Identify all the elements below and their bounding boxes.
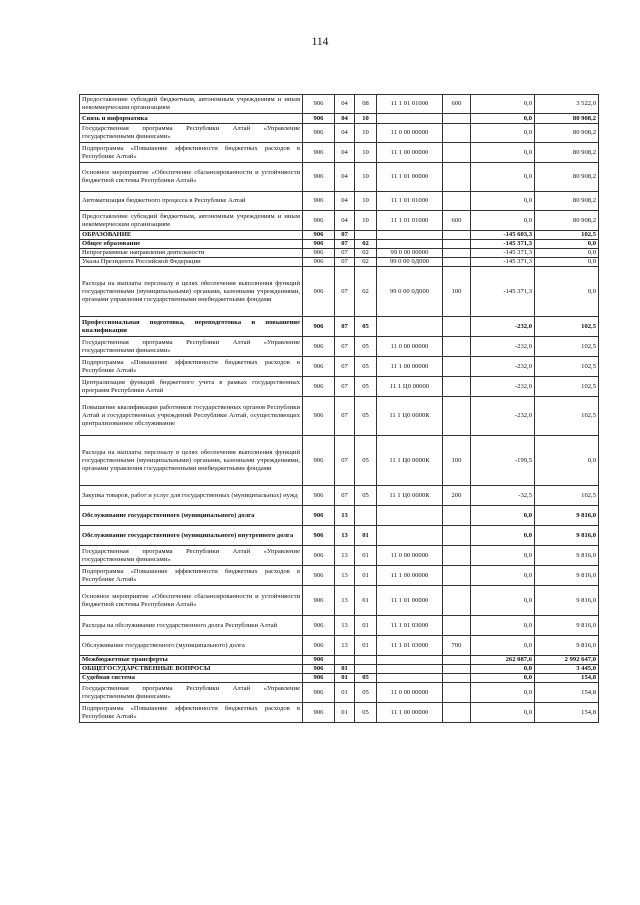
row-name: Основное мероприятие «Обеспечение сбалансированности и устойчивости бюджетной системы Республики Алтай»: [80, 586, 303, 616]
row-section: 04: [335, 124, 355, 143]
row-name: Расходы на выплаты персоналу в целях обеспечения выполнения функций государственными (муниципальными) органами, казенными учреждениями, органами управления государственными внебюджетными фондами: [80, 267, 303, 317]
row-target-article: 11 1 Ц0 0000К: [377, 397, 443, 436]
row-expense-type: [443, 674, 471, 683]
table-row: [80, 665, 599, 674]
row-subsection: 05: [355, 683, 377, 703]
row-target-article: [377, 526, 443, 546]
row-name: ОБРАЗОВАНИЕ: [80, 231, 303, 240]
row-amount-change: 0,0: [471, 636, 535, 656]
row-name: Обслуживание государственного (муниципального) долга: [80, 636, 303, 656]
row-subsection: 08: [355, 95, 377, 114]
row-amount-change: 262 087,6: [471, 656, 535, 665]
row-grbs: 906: [303, 377, 335, 397]
row-grbs: 906: [303, 566, 335, 586]
row-name: Расходы на обслуживание государственного долга Республики Алтай: [80, 616, 303, 636]
row-target-article: 99 0 00 0Д000: [377, 258, 443, 267]
table-row: [80, 357, 599, 377]
row-amount-change: 0,0: [471, 665, 535, 674]
row-grbs: 906: [303, 616, 335, 636]
row-target-article: [377, 656, 443, 665]
table-row: [80, 95, 599, 114]
row-amount-total: 80 908,2: [535, 143, 599, 163]
table-row: [80, 258, 599, 267]
row-name: Подпрограмма «Повышение эффективности бюджетных расходов в Республике Алтай»: [80, 143, 303, 163]
row-section: 04: [335, 143, 355, 163]
row-expense-type: 600: [443, 95, 471, 114]
row-amount-change: 0,0: [471, 586, 535, 616]
row-subsection: 10: [355, 114, 377, 124]
table-row: [80, 231, 599, 240]
table-row: [80, 114, 599, 124]
row-section: 07: [335, 436, 355, 486]
row-name: Предоставление субсидий бюджетным, автономным учреждениям и иным некоммерческим организациям: [80, 211, 303, 231]
row-grbs: 906: [303, 656, 335, 665]
row-amount-total: 2 992 647,0: [535, 656, 599, 665]
row-expense-type: [443, 337, 471, 357]
row-grbs: 906: [303, 683, 335, 703]
row-subsection: 02: [355, 258, 377, 267]
row-expense-type: 100: [443, 267, 471, 317]
row-expense-type: 100: [443, 436, 471, 486]
row-target-article: 11 1 01 00000: [377, 586, 443, 616]
row-amount-total: 154,8: [535, 683, 599, 703]
row-amount-total: 80 908,2: [535, 211, 599, 231]
row-amount-change: 0,0: [471, 566, 535, 586]
row-amount-total: 102,5: [535, 231, 599, 240]
row-expense-type: [443, 566, 471, 586]
row-expense-type: [443, 143, 471, 163]
row-name: Автоматизация бюджетного процесса в Республике Алтай: [80, 192, 303, 211]
row-subsection: 05: [355, 486, 377, 506]
row-amount-total: 102,5: [535, 357, 599, 377]
table-row: [80, 397, 599, 436]
row-expense-type: [443, 377, 471, 397]
table-row: [80, 143, 599, 163]
table-row: [80, 674, 599, 683]
row-amount-change: -232,0: [471, 377, 535, 397]
row-amount-total: 0,0: [535, 258, 599, 267]
row-amount-change: -145 371,3: [471, 240, 535, 249]
row-target-article: 11 0 00 00000: [377, 683, 443, 703]
row-amount-change: 0,0: [471, 143, 535, 163]
table-row: [80, 703, 599, 723]
row-expense-type: [443, 124, 471, 143]
row-subsection: 05: [355, 317, 377, 337]
row-expense-type: [443, 357, 471, 377]
table-row: [80, 506, 599, 526]
row-amount-total: 9 816,0: [535, 566, 599, 586]
row-expense-type: [443, 163, 471, 192]
row-grbs: 906: [303, 636, 335, 656]
row-grbs: 906: [303, 546, 335, 566]
row-target-article: [377, 665, 443, 674]
row-amount-change: 0,0: [471, 506, 535, 526]
row-amount-total: 80 908,2: [535, 163, 599, 192]
row-grbs: 906: [303, 337, 335, 357]
row-target-article: 11 1 01 01000: [377, 95, 443, 114]
row-grbs: 906: [303, 397, 335, 436]
table-row: [80, 546, 599, 566]
row-amount-total: 0,0: [535, 436, 599, 486]
row-subsection: 01: [355, 566, 377, 586]
table-row: [80, 267, 599, 317]
row-amount-total: 102,5: [535, 377, 599, 397]
table-row: [80, 317, 599, 337]
row-subsection: 05: [355, 397, 377, 436]
row-expense-type: [443, 546, 471, 566]
row-amount-change: -145 603,3: [471, 231, 535, 240]
row-target-article: [377, 506, 443, 526]
row-grbs: 906: [303, 436, 335, 486]
row-section: 07: [335, 397, 355, 436]
row-subsection: 01: [355, 616, 377, 636]
row-grbs: 906: [303, 249, 335, 258]
row-subsection: 01: [355, 526, 377, 546]
row-grbs: 906: [303, 486, 335, 506]
page-number: 114: [311, 36, 329, 48]
row-name: Судебная система: [80, 674, 303, 683]
row-target-article: [377, 317, 443, 337]
row-grbs: 906: [303, 143, 335, 163]
row-amount-total: 154,8: [535, 703, 599, 723]
row-name: Закупка товаров, работ и услуг для государственных (муниципальных) нужд: [80, 486, 303, 506]
row-section: 07: [335, 357, 355, 377]
row-expense-type: [443, 616, 471, 636]
row-subsection: 01: [355, 586, 377, 616]
row-subsection: 02: [355, 267, 377, 317]
row-expense-type: [443, 703, 471, 723]
row-name: Межбюджетные трансферты: [80, 656, 303, 665]
row-name: Обслуживание государственного (муниципального) долга: [80, 506, 303, 526]
row-amount-change: -199,5: [471, 436, 535, 486]
row-grbs: 906: [303, 258, 335, 267]
row-expense-type: [443, 114, 471, 124]
row-grbs: 906: [303, 240, 335, 249]
row-name: Подпрограмма «Повышение эффективности бюджетных расходов в Республике Алтай»: [80, 357, 303, 377]
row-section: 07: [335, 258, 355, 267]
row-amount-total: 102,5: [535, 337, 599, 357]
table-row: [80, 656, 599, 665]
table-row: [80, 124, 599, 143]
row-section: 13: [335, 526, 355, 546]
row-section: 13: [335, 586, 355, 616]
row-section: 07: [335, 337, 355, 357]
row-section: 13: [335, 636, 355, 656]
row-amount-total: 9 816,0: [535, 506, 599, 526]
row-section: 01: [335, 665, 355, 674]
row-target-article: 11 1 01 00000: [377, 163, 443, 192]
row-expense-type: 200: [443, 486, 471, 506]
row-amount-change: 0,0: [471, 114, 535, 124]
row-grbs: 906: [303, 586, 335, 616]
table-row: [80, 163, 599, 192]
row-section: 13: [335, 546, 355, 566]
row-section: 01: [335, 683, 355, 703]
row-grbs: 906: [303, 211, 335, 231]
row-amount-total: 3 445,0: [535, 665, 599, 674]
row-target-article: 11 0 00 00000: [377, 337, 443, 357]
row-target-article: 11 1 01 01000: [377, 211, 443, 231]
row-name: Централизация функций бюджетного учета в рамках государственных программ Республики Алтай: [80, 377, 303, 397]
row-amount-change: -145 371,3: [471, 258, 535, 267]
row-amount-change: -232,0: [471, 317, 535, 337]
row-subsection: 01: [355, 636, 377, 656]
row-section: 07: [335, 317, 355, 337]
row-grbs: 906: [303, 192, 335, 211]
table-row: [80, 566, 599, 586]
row-name: Государственная программа Республики Алтай «Управление государственными финансами»: [80, 337, 303, 357]
row-amount-change: -145 371,3: [471, 249, 535, 258]
row-subsection: 10: [355, 143, 377, 163]
row-name: Обслуживание государственного (муниципального) внутреннего долга: [80, 526, 303, 546]
row-target-article: 11 1 00 00000: [377, 143, 443, 163]
table-row: [80, 249, 599, 258]
row-target-article: [377, 674, 443, 683]
row-expense-type: [443, 317, 471, 337]
row-subsection: 10: [355, 192, 377, 211]
row-expense-type: [443, 397, 471, 436]
row-subsection: 05: [355, 674, 377, 683]
row-name: Общее образование: [80, 240, 303, 249]
row-amount-change: 0,0: [471, 192, 535, 211]
table-row: [80, 616, 599, 636]
row-name: Государственная программа Республики Алтай «Управление государственными финансами»: [80, 124, 303, 143]
row-section: 04: [335, 163, 355, 192]
row-target-article: 11 1 Ц0 0000К: [377, 436, 443, 486]
row-name: Подпрограмма «Повышение эффективности бюджетных расходов в Республике Алтай»: [80, 703, 303, 723]
row-amount-change: 0,0: [471, 616, 535, 636]
row-subsection: [355, 656, 377, 665]
table-row: [80, 683, 599, 703]
row-amount-total: 80 908,2: [535, 124, 599, 143]
row-subsection: 02: [355, 249, 377, 258]
row-amount-change: 0,0: [471, 163, 535, 192]
row-section: 01: [335, 674, 355, 683]
row-amount-change: -232,0: [471, 397, 535, 436]
row-target-article: [377, 231, 443, 240]
row-target-article: 99 0 00 0Д000: [377, 267, 443, 317]
row-target-article: [377, 240, 443, 249]
row-amount-total: 0,0: [535, 240, 599, 249]
row-subsection: 10: [355, 124, 377, 143]
row-section: 07: [335, 240, 355, 249]
row-target-article: 11 0 00 00000: [377, 124, 443, 143]
row-subsection: 10: [355, 163, 377, 192]
table-body: [80, 95, 599, 723]
row-subsection: 05: [355, 337, 377, 357]
row-section: 04: [335, 192, 355, 211]
row-target-article: 11 1 00 00000: [377, 357, 443, 377]
row-amount-total: 0,0: [535, 249, 599, 258]
row-amount-total: 102,5: [535, 397, 599, 436]
row-name: Связь и информатика: [80, 114, 303, 124]
row-amount-change: -232,0: [471, 357, 535, 377]
row-subsection: 05: [355, 436, 377, 486]
row-target-article: 11 0 00 00000: [377, 546, 443, 566]
row-section: 07: [335, 486, 355, 506]
table-row: [80, 586, 599, 616]
row-section: 07: [335, 249, 355, 258]
row-amount-change: 0,0: [471, 124, 535, 143]
row-target-article: 11 1 01 01000: [377, 192, 443, 211]
row-grbs: 906: [303, 526, 335, 546]
row-subsection: 01: [355, 546, 377, 566]
row-grbs: 906: [303, 674, 335, 683]
row-expense-type: [443, 586, 471, 616]
row-section: 04: [335, 95, 355, 114]
row-name: Указы Президента Российской Федерации: [80, 258, 303, 267]
table-row: [80, 526, 599, 546]
row-grbs: 906: [303, 703, 335, 723]
budget-table: [79, 94, 599, 723]
row-expense-type: [443, 665, 471, 674]
row-name: Подпрограмма «Повышение эффективности бюджетных расходов в Республике Алтай»: [80, 566, 303, 586]
row-grbs: 906: [303, 267, 335, 317]
row-grbs: 906: [303, 95, 335, 114]
row-amount-change: 0,0: [471, 703, 535, 723]
row-section: 01: [335, 703, 355, 723]
row-grbs: 906: [303, 506, 335, 526]
row-name: Расходы на выплаты персоналу в целях обеспечения выполнения функций государственными (муниципальными) органами, казенными учреждениями, органами управления государственными внебюджетными фондами: [80, 436, 303, 486]
row-target-article: [377, 114, 443, 124]
row-name: Непрограммные направления деятельности: [80, 249, 303, 258]
row-subsection: [355, 506, 377, 526]
row-amount-total: 80 908,2: [535, 114, 599, 124]
table-row: [80, 240, 599, 249]
row-section: 07: [335, 377, 355, 397]
row-name: Государственная программа Республики Алтай «Управление государственными финансами»: [80, 683, 303, 703]
row-name: ОБЩЕГОСУДАРСТВЕННЫЕ ВОПРОСЫ: [80, 665, 303, 674]
row-section: 07: [335, 231, 355, 240]
row-amount-total: 3 522,0: [535, 95, 599, 114]
row-amount-change: -145 371,3: [471, 267, 535, 317]
row-amount-change: 0,0: [471, 211, 535, 231]
row-amount-change: -32,5: [471, 486, 535, 506]
row-amount-total: 9 816,0: [535, 546, 599, 566]
row-expense-type: [443, 683, 471, 703]
row-expense-type: [443, 192, 471, 211]
row-amount-change: 0,0: [471, 526, 535, 546]
row-amount-total: 102,5: [535, 486, 599, 506]
row-amount-total: 154,8: [535, 674, 599, 683]
row-subsection: 05: [355, 357, 377, 377]
row-amount-change: -232,0: [471, 337, 535, 357]
row-expense-type: [443, 656, 471, 665]
row-grbs: 906: [303, 665, 335, 674]
row-section: 04: [335, 114, 355, 124]
row-section: 13: [335, 566, 355, 586]
row-subsection: 02: [355, 240, 377, 249]
row-expense-type: 700: [443, 636, 471, 656]
row-grbs: 906: [303, 114, 335, 124]
table-row: [80, 192, 599, 211]
row-amount-total: 9 816,0: [535, 616, 599, 636]
table-row: [80, 377, 599, 397]
row-expense-type: [443, 231, 471, 240]
row-expense-type: [443, 249, 471, 258]
row-name: Профессиональная подготовка, переподготовка и повышение квалификации: [80, 317, 303, 337]
row-target-article: 11 1 00 00000: [377, 703, 443, 723]
row-section: [335, 656, 355, 665]
row-amount-total: 9 816,0: [535, 586, 599, 616]
row-name: Повышение квалификации работников государственных органов Республики Алтай и государственных учреждений Республики Алтай, осуществляющих централизованное обслуживание: [80, 397, 303, 436]
row-subsection: 05: [355, 703, 377, 723]
row-grbs: 906: [303, 124, 335, 143]
row-amount-total: 0,0: [535, 267, 599, 317]
row-expense-type: [443, 240, 471, 249]
row-expense-type: [443, 258, 471, 267]
row-subsection: [355, 665, 377, 674]
row-amount-total: 9 816,0: [535, 636, 599, 656]
row-target-article: 11 1 Ц0 0000К: [377, 486, 443, 506]
row-section: 13: [335, 506, 355, 526]
table-row: [80, 436, 599, 486]
row-grbs: 906: [303, 163, 335, 192]
row-name: Государственная программа Республики Алтай «Управление государственными финансами»: [80, 546, 303, 566]
row-target-article: 11 1 00 00000: [377, 566, 443, 586]
row-subsection: 10: [355, 211, 377, 231]
row-subsection: 05: [355, 377, 377, 397]
row-amount-total: 9 816,0: [535, 526, 599, 546]
row-amount-change: 0,0: [471, 683, 535, 703]
row-section: 07: [335, 267, 355, 317]
row-target-article: 11 1 01 03000: [377, 616, 443, 636]
table-row: [80, 337, 599, 357]
table-row: [80, 211, 599, 231]
row-subsection: [355, 231, 377, 240]
row-section: 04: [335, 211, 355, 231]
row-target-article: 99 0 00 00000: [377, 249, 443, 258]
row-target-article: 11 1 Ц0 00000: [377, 377, 443, 397]
row-amount-change: 0,0: [471, 546, 535, 566]
row-amount-total: 102,5: [535, 317, 599, 337]
row-grbs: 906: [303, 317, 335, 337]
row-expense-type: 600: [443, 211, 471, 231]
row-name: Основное мероприятие «Обеспечение сбалансированности и устойчивости бюджетной системы Республики Алтай»: [80, 163, 303, 192]
table-row: [80, 486, 599, 506]
row-target-article: 11 1 01 03000: [377, 636, 443, 656]
row-section: 13: [335, 616, 355, 636]
row-name: Предоставление субсидий бюджетным, автономным учреждениям и иным некоммерческим организациям: [80, 95, 303, 114]
row-amount-total: 80 908,2: [535, 192, 599, 211]
row-expense-type: [443, 526, 471, 546]
row-amount-change: 0,0: [471, 95, 535, 114]
row-grbs: 906: [303, 231, 335, 240]
row-grbs: 906: [303, 357, 335, 377]
row-expense-type: [443, 506, 471, 526]
row-amount-change: 0,0: [471, 674, 535, 683]
table-row: [80, 636, 599, 656]
